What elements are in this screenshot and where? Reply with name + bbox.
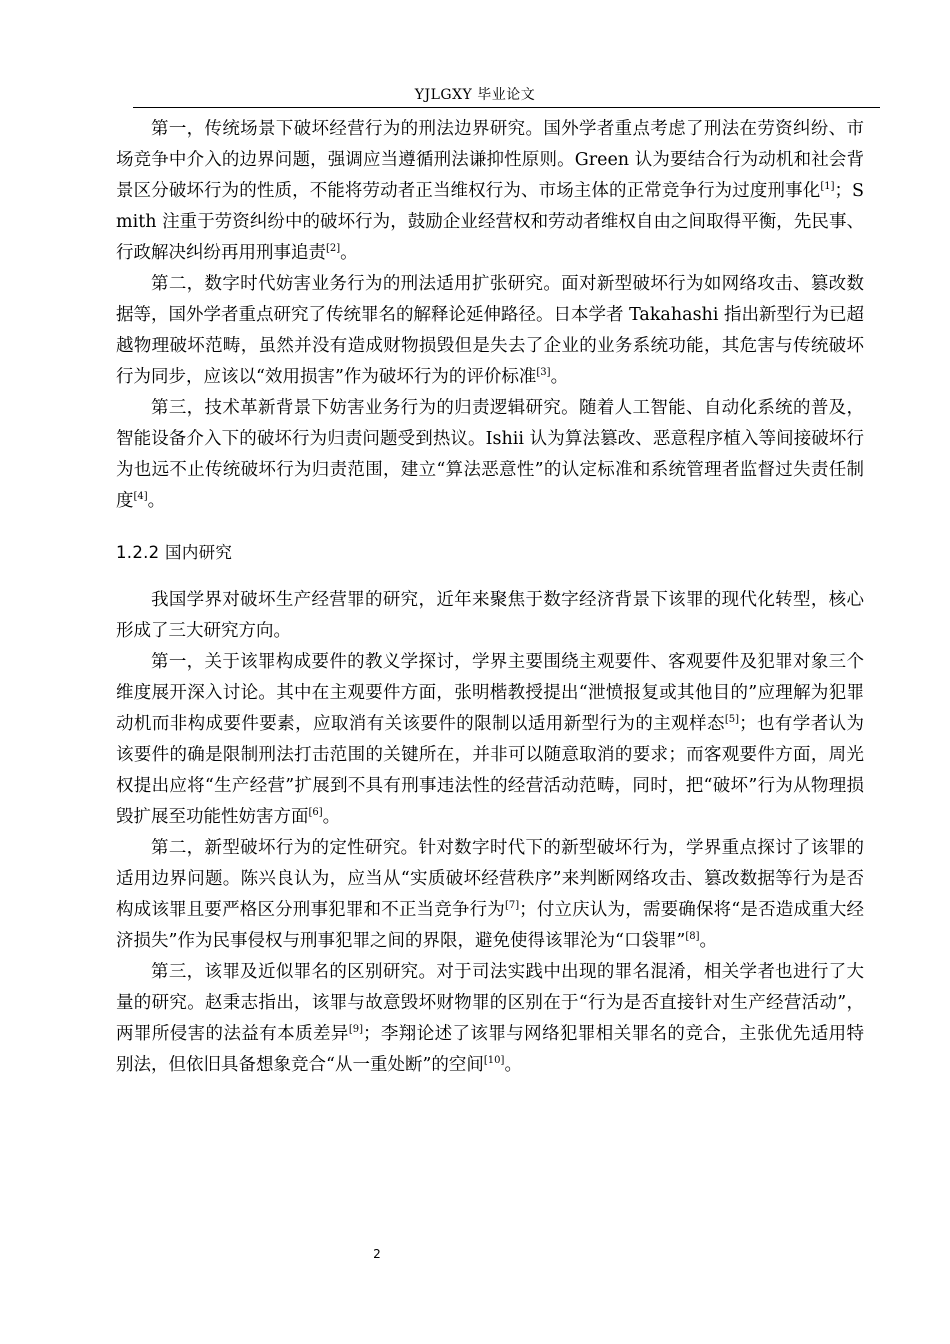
paragraph-text: 我国学界对破坏生产经营罪的研究，近年来聚焦于数字经济背景下该罪的现代化转型，核心形成了三大研究方向。 [116,590,864,641]
section-heading [116,541,864,565]
paragraph-text: ；付立庆认为，需要确保将“是否造成重大经济损失”作为民事侵权与刑事犯罪之间的界限，避免使得该罪沦为“口袋罪” [116,900,865,951]
paragraph-text: 。 [504,1055,522,1075]
paragraph-text: 第三，该罪及近似罪名的区别研究。对于司法实践中出现的罪名混淆，相关学者也进行了大量的研究。赵秉志指出，该罪与故意毁坏财物罪的区别在于“行为是否直接针对生产经营活动”，两罪所侵害的法益有本质差异 [116,962,864,1044]
section-number: 1.2.2 [116,543,160,562]
paragraph-text: 第一，关于该罪构成要件的教义学探讨，学界主要围绕主观要件、客观要件及犯罪对象三个维度展开深入讨论。其中在主观要件方面，张明楷教授提出“泄愤报复或其他目的”应理解为犯罪动机而非构成要件要素，应取消有关该要件的限制以适用新型行为的主观样态 [116,652,864,734]
body-text [116,114,864,1081]
citation: [5] [724,714,740,725]
citation: [2] [326,243,341,254]
paragraph-intl-3 [116,393,864,517]
paragraph-text: 第三，技术革新背景下妨害业务行为的归责逻辑研究。随着人工智能、自动化系统的普及，智能设备介入下的破坏行为归责问题受到热议。Ishii 认为算法篡改、恶意程序植入等间接破坏行为也远不止传统破坏行为归责范围，建立“算法恶意性”的认定标准和系统管理者监督过失责任制度 [116,398,864,511]
paragraph-text: ；也有学者认为该要件的确是限制刑法打击范围的关键所在，并非可以随意取消的要求；而客观要件方面，周光权提出应将“生产经营”扩展到不具有刑事违法性的经营活动范畴，同时，把“破坏”行为从物理损毁扩展至功能性妨害方面 [116,714,865,827]
paragraph-domestic-3 [116,833,864,957]
citation: [6] [308,807,323,818]
paragraph-domestic-4 [116,957,864,1081]
paragraph-text: 。 [340,243,358,263]
paragraph-text: 。 [550,367,569,387]
paragraph-text: 第一，传统场景下破坏经营行为的刑法边界研究。国外学者重点考虑了刑法在劳资纠纷、市场竞争中介入的边界问题，强调应当遵循刑法谦抑性原则。Green 认为要结合行为动机和社会背景区分破坏行为的性质，不能将劳动者正当维权行为、市场主体的正常竞争行为过度刑事化 [116,119,864,201]
paragraph-domestic-2 [116,647,864,833]
citation: [8] [685,931,700,942]
citation: [10] [483,1055,505,1066]
paragraph-intl-2 [116,269,864,393]
running-header: YJLGXY 毕业论文 [414,87,536,103]
header-rule [133,107,880,108]
citation: [4] [133,491,148,502]
paragraph-text: 。 [322,807,341,827]
paragraph-text: ；李翔论述了该罪与网络犯罪相关罪名的竞合，主张优先适用特别法，但依旧具备想象竞合“从一重处断”的空间 [116,1024,865,1075]
citation: [1] [820,181,835,192]
citation: [9] [348,1024,363,1035]
paragraph-text: 。 [147,491,166,511]
page-number: 2 [373,1247,381,1261]
paragraph-domestic-1 [116,585,864,647]
paragraph-text: 第二，数字时代妨害业务行为的刑法适用扩张研究。面对新型破坏行为如网络攻击、篡改数据等，国外学者重点研究了传统罪名的解释论延伸路径。日本学者 Takahashi 指出新型行为已超越物理破坏范畴，虽然并没有造成财物损毁但是失去了企业的业务系统功能，其危害与传统破坏行为同步，应该以“效用损害”作为破坏行为的评价标准 [116,274,864,387]
section-title: 国内研究 [165,543,233,562]
paragraph-intl-1 [116,114,864,269]
paragraph-text: 。 [699,931,718,951]
paragraph-text: 第二，新型破坏行为的定性研究。针对数字时代下的新型破坏行为，学界重点探讨了该罪的适用边界问题。陈兴良认为，应当从“实质破坏经营秩序”来判断网络攻击、篡改数据等行为是否构成该罪且要严格区分刑事犯罪和不正当竞争行为 [116,838,864,920]
citation: [3] [536,367,551,378]
citation: [7] [504,900,520,911]
paragraph-text: ；Smith 注重于劳资纠纷中的破坏行为，鼓励企业经营权和劳动者维权自由之间取得平衡，先民事、行政解决纠纷再用刑事追责 [116,181,864,263]
